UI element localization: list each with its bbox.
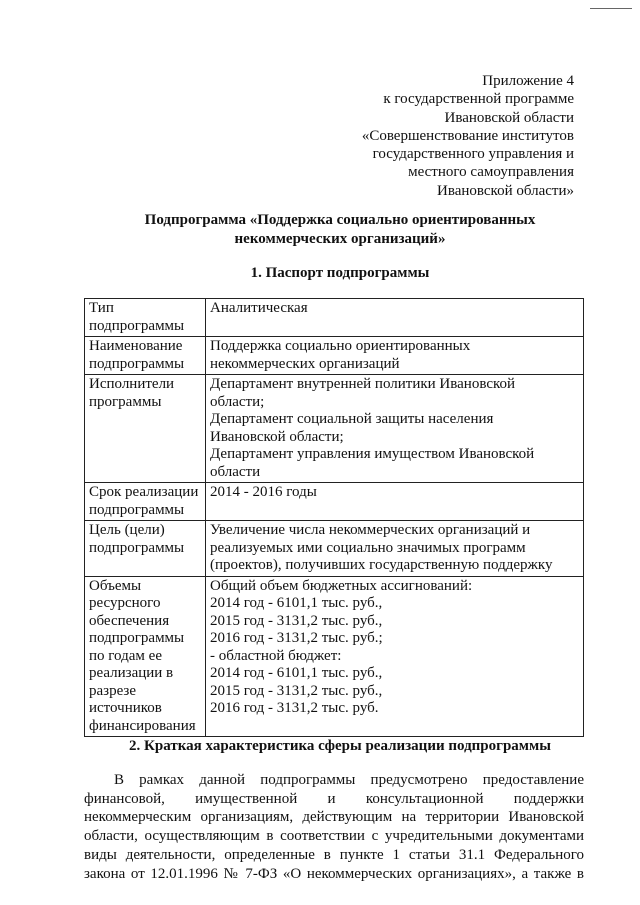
paragraph-line: В рамках данной подпрограммы предусмотрено предоставление xyxy=(114,772,584,788)
paragraph-line: виды деятельности, определенные в пункте 1 статьи 31.1 Федерального xyxy=(84,846,584,863)
passport-value-line: Увеличение числа некоммерческих организаций и xyxy=(210,522,531,538)
passport-label-line: Объемы xyxy=(89,577,142,594)
passport-label-line: ресурсного xyxy=(89,595,161,611)
passport-row-label xyxy=(85,576,206,737)
passport-value-line: Ивановской области; xyxy=(210,428,344,445)
passport-row xyxy=(85,375,584,483)
passport-label-line: подпрограммы xyxy=(89,317,185,334)
passport-value-line: 2014 - 2016 годы xyxy=(210,484,317,500)
section2-heading: 2. Краткая характеристика сферы реализации подпрограммы xyxy=(129,738,551,754)
passport-row xyxy=(85,521,584,577)
passport-value-line: 2015 год - 3131,2 тыс. руб., xyxy=(210,682,383,699)
passport-heading: 1. Паспорт подпрограммы xyxy=(250,265,430,281)
passport-label-line: Наименование xyxy=(89,338,183,354)
passport-label-line: программы xyxy=(89,393,162,410)
passport-label-line: финансирования xyxy=(89,717,196,734)
section2-paragraph xyxy=(84,771,584,883)
appendix-line: «Совершенствование институтов xyxy=(361,127,574,144)
appendix-line: к государственной программе xyxy=(383,91,574,108)
appendix-line: Приложение 4 xyxy=(482,73,574,89)
appendix-header xyxy=(362,72,574,200)
paragraph-line: финансовой, имущественной и консультационной поддержки xyxy=(84,790,584,807)
passport-row xyxy=(85,337,584,375)
passport-table-body xyxy=(85,299,584,737)
passport-value-line: области xyxy=(210,463,261,480)
passport-value-line: Департамент социальной защиты населения xyxy=(210,411,494,427)
passport-label-line: реализации в xyxy=(89,665,174,681)
subprogram-title xyxy=(80,211,600,249)
passport-value-line: 2015 год - 3131,2 тыс. руб., xyxy=(210,612,383,629)
passport-label-line: Исполнители xyxy=(89,376,175,392)
passport-row-value xyxy=(206,521,584,577)
appendix-line: Ивановской области» xyxy=(437,182,574,199)
passport-value-line: 2016 год - 3131,2 тыс. руб.; xyxy=(210,630,383,646)
paragraph-line: закона от 12.01.1996 № 7-ФЗ «О некоммерческих организациях», а также в xyxy=(84,865,584,882)
subprogram-title-line: Подпрограмма «Поддержка социально ориентированных xyxy=(144,212,536,228)
passport-label-line: Срок реализации xyxy=(89,484,199,500)
passport-label-line: Тип xyxy=(89,300,114,316)
passport-value-line: Департамент управления имуществом Ивановской xyxy=(210,446,535,462)
passport-value-line: реализуемых ими социально значимых программ xyxy=(210,539,526,556)
subprogram-title-line: некоммерческих организаций» xyxy=(234,231,446,247)
passport-value-line: области; xyxy=(210,393,265,410)
passport-label-line: разрезе xyxy=(89,682,137,699)
appendix-line: местного самоуправления xyxy=(408,164,574,181)
passport-value-line: Департамент внутренней политики Ивановской xyxy=(210,376,516,392)
passport-row xyxy=(85,576,584,737)
passport-row-value xyxy=(206,337,584,375)
passport-row-label xyxy=(85,299,206,337)
passport-row-value xyxy=(206,299,584,337)
appendix-line: Ивановской области xyxy=(444,109,574,126)
passport-table xyxy=(84,298,584,737)
passport-row-label xyxy=(85,375,206,483)
passport-value-line: - областной бюджет: xyxy=(210,647,342,664)
passport-row-label xyxy=(85,483,206,521)
passport-value-line: некоммерческих организаций xyxy=(210,355,400,372)
passport-value-line: Поддержка социально ориентированных xyxy=(210,338,471,354)
passport-label-line: подпрограммы xyxy=(89,630,185,646)
paragraph-line: некоммерческим организациям, действующим на территории Ивановской xyxy=(84,809,584,826)
paragraph-line: области, осуществляющим в соответствии с учредительными документами xyxy=(84,828,584,845)
passport-value-line: 2014 год - 6101,1 тыс. руб., xyxy=(210,665,383,681)
passport-label-line: подпрограммы xyxy=(89,539,185,556)
passport-row xyxy=(85,483,584,521)
passport-label-line: Цель (цели) xyxy=(89,522,165,538)
passport-row-value xyxy=(206,576,584,737)
passport-row xyxy=(85,299,584,337)
passport-label-line: источников xyxy=(89,700,162,716)
appendix-line: государственного управления и xyxy=(372,146,574,163)
passport-value-line: 2016 год - 3131,2 тыс. руб. xyxy=(210,700,379,716)
passport-row-label xyxy=(85,337,206,375)
passport-value-line: Аналитическая xyxy=(210,300,308,316)
passport-row-value xyxy=(206,375,584,483)
passport-value-line: Общий объем бюджетных ассигнований: xyxy=(210,577,473,594)
passport-row-value xyxy=(206,483,584,521)
scan-edge-line xyxy=(590,8,632,9)
passport-value-line: (проектов), получивших государственную поддержку xyxy=(210,557,553,573)
passport-label-line: подпрограммы xyxy=(89,501,185,518)
passport-label-line: обеспечения xyxy=(89,612,170,629)
passport-label-line: по годам ее xyxy=(89,647,162,664)
passport-label-line: подпрограммы xyxy=(89,355,185,372)
passport-value-line: 2014 год - 6101,1 тыс. руб., xyxy=(210,595,383,611)
passport-row-label xyxy=(85,521,206,577)
